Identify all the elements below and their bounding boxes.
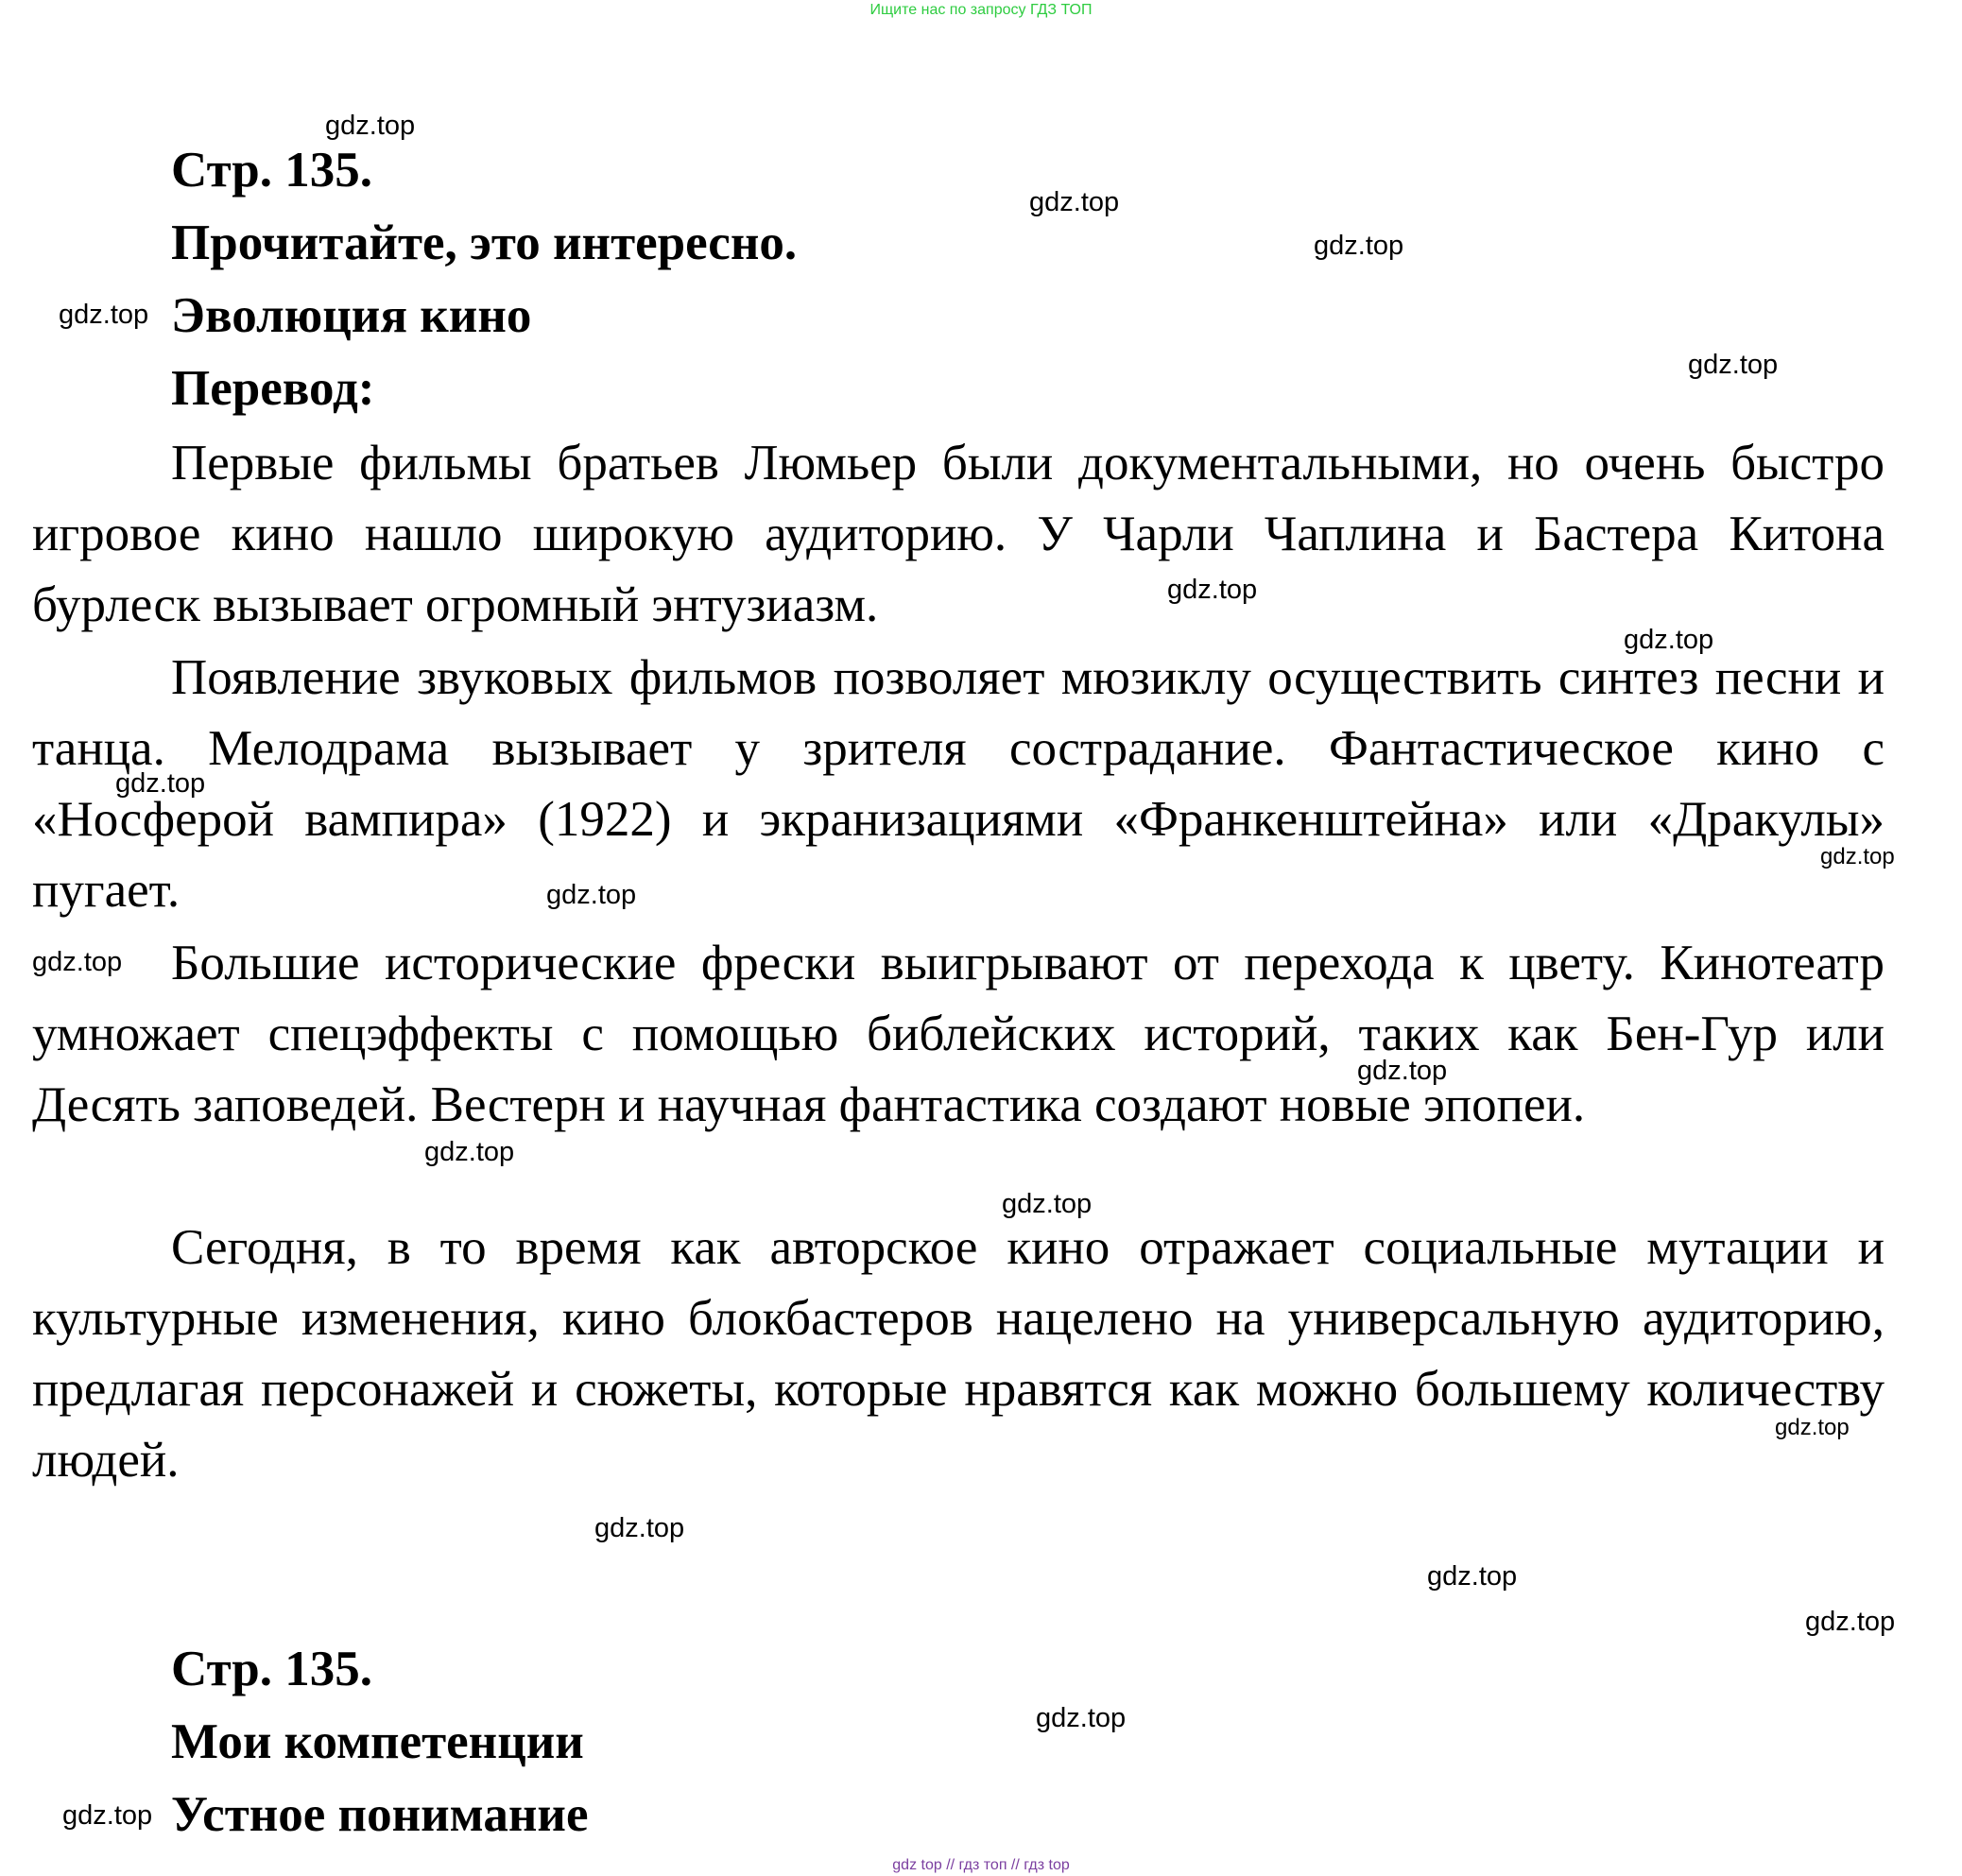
watermark: gdz.top [1357,1056,1448,1086]
section-title-2: Мои компетенции [171,1714,584,1769]
watermark: gdz.top [1688,350,1779,380]
watermark: gdz.top [1624,625,1714,655]
paragraph-3: Большие исторические фрески выигрывают от перехода к цвету. Кинотеатр умножает спецэффекты с помощью библейских историй, таких как Бен-Гур или Десять заповедей. Вестерн и научная фантастика создают новые эпопеи. [32,936,1885,1132]
watermark: gdz.top [1775,1415,1850,1440]
page-number: Стр. 135. [171,143,372,198]
watermark: gdz.top [32,947,123,977]
watermark: gdz.top [115,768,206,799]
watermark: gdz.top [594,1513,685,1543]
watermark: gdz.top [1427,1561,1518,1592]
paragraph-1: Первые фильмы братьев Люмьер были документальными, но очень быстро игровое кино нашло широкую аудиторию. У Чарли Чаплина и Бастера Китона бурлеск вызывает огромный энтузиазм. [32,436,1885,632]
watermark: gdz.top [62,1800,153,1831]
watermark: gdz.top [1036,1703,1127,1733]
page-number-2: Стр. 135. [171,1642,372,1696]
paragraph-4: Сегодня, в то время как авторское кино отражает социальные мутации и культурные изменения, кино блокбастеров нацелено на универсальную аудиторию, предлагая персонажей и сюжеты, которые нравятся как можно большему количеству людей. [32,1220,1885,1488]
translation-label: Перевод: [171,361,375,416]
watermark: gdz.top [424,1137,515,1167]
watermark: gdz.top [1029,187,1120,217]
section-subtitle-2: Устное понимание [171,1787,589,1842]
watermark: gdz.top [1314,231,1404,261]
watermark: gdz.top [1805,1607,1896,1637]
paragraph-2: Появление звуковых фильмов позволяет мюзиклу осуществить синтез песни и танца. Мелодрама вызывает у зрителя сострадание. Фантастическое кино с «Носферой вампира» (1922) и экранизациями «Франкенштейна» или «Дракулы» пугает. [32,650,1885,918]
watermark: gdz.top [59,300,149,330]
watermark: gdz.top [546,880,637,910]
watermark: gdz.top [325,111,416,141]
watermark: gdz.top [1002,1189,1093,1219]
section-title: Прочитайте, это интересно. [171,215,798,270]
watermark: gdz.top [1820,844,1895,869]
bottom-banner: gdz top // гдз топ // гдз top [892,1857,1070,1873]
top-banner: Ищите нас по запросу ГДЗ ТОП [869,2,1093,18]
section-subtitle: Эволюция кино [171,288,532,343]
watermark: gdz.top [1167,575,1258,605]
